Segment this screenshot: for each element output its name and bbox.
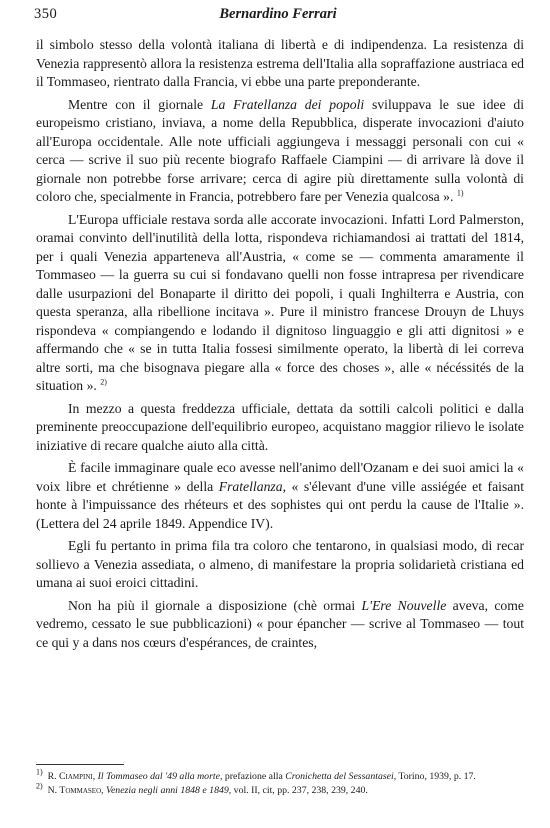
paragraph-5-text-a: È facile immaginare quale eco avesse nell'animo dell'Ozanam e dei suoi amici la « voix libre et chrétienne » della (36, 460, 524, 494)
paragraph-4 (36, 400, 524, 456)
footnote-2-author: N. Tommaseo, (47, 784, 104, 796)
paragraph-2 (36, 96, 524, 207)
paragraph-1 (36, 36, 524, 92)
footnote-1-author: R. Ciampini, (47, 771, 96, 782)
running-head: Bernardino Ferrari (219, 6, 337, 22)
footnote-1-mid: prefazione alla (222, 771, 286, 782)
footnote-2-title: Venezia negli anni 1848 e 1849, (106, 784, 232, 796)
fratellanza-title: Fratellanza (218, 478, 283, 494)
paragraph-7 (36, 597, 524, 653)
paragraph-6 (36, 537, 524, 593)
ere-nouvelle-title: L'Ere Nouvelle (361, 597, 447, 613)
footnote-rule (36, 764, 124, 765)
footnote-1-mark: 1) (36, 767, 43, 777)
paragraph-3 (36, 211, 524, 396)
paragraph-5-text-b: , « s'élevant d'une ville assiégée et faisant honte à l'impuissance des rhéteurs et des sophistes qui ont perdu la cause de l'Italie ». (Lettera del 24 aprile 1849. Appendice IV). (36, 478, 525, 531)
paragraph-6-text: Egli fu pertanto in prima fila tra coloro che tentarono, in qualsiasi modo, di recar sollievo a Venezia assediata, o almeno, di manifestare la propria solidarietà cristiana ed umana ai suoi eroici cittadini. (36, 538, 524, 590)
body-text (36, 36, 524, 652)
paragraph-5 (36, 459, 524, 533)
footnote-1-title: Il Tommaseo dal '49 alla morte, (97, 771, 223, 782)
footnote-2-mark: 2) (36, 781, 43, 791)
footnote-2-end: vol. II, cit, pp. 237, 238, 239, 240. (231, 784, 368, 796)
footnote-ref-1: 1) (456, 188, 464, 198)
newspaper-title: La Fratellanza dei popoli (210, 96, 365, 112)
paragraph-7-text-b: aveva, come vedremo, cessato le sue pubblicazioni) « pour épancher — scrive al Tommaseo — tout ce qui y a dans nos cœurs d'espérances, de craintes, (36, 597, 524, 650)
paragraph-3-text: L'Europa ufficiale restava sorda alle accorate invocazioni. Infatti Lord Palmerston, oramai convinto dell'inutilità della lotta, rispondeva richiamandosi ai trattati del 1814, per i quali Venezia apparteneva all'Austria, « come se — commenta amaramente il Tommaseo — la guerra su cui si fondavano quelli non fosse intrapresa per rivendicare dalle usurpazioni del Bonaparte il diritto dei popoli, i quali Inghilterra e Austria, con questa speranza, alla ribellione incitava ». Pure il ministro francese Drouyn de Lhuys rispondeva « compiangendo e lodando il dignitoso linguaggio e gli atti dignitosi » e affermando che « se in tutta Italia fossesi similmente operato, la libertà di lei correva altre sorti, ma che bisognava piegare alla « force des choses », alle « nécéssités de la situation ». (36, 211, 524, 393)
footnote-1 (36, 767, 524, 784)
footnote-1-end: Torino, 1939, p. 17. (396, 771, 476, 782)
paragraph-4-text: In mezzo a questa freddezza ufficiale, dettata da sottili calcoli politici e dalla preminente preoccupazione dell'equilibrio europeo, acquistano maggior rilievo le isolate iniziative di recare qualche aiuto alla città. (36, 400, 524, 453)
paragraph-7-text-a: Non ha più il giornale a disposizione (chè ormai (68, 597, 362, 613)
footnote-ref-2: 2) (100, 377, 107, 387)
footnotes (36, 767, 524, 797)
paragraph-2-text-a: Mentre con il giornale (68, 96, 211, 112)
paragraph-2-text-b: sviluppava le sue idee di europeismo cristiano, inviava, a nome della Repubblica, disperate invocazioni d'aiuto all'Europa occidentale. Alle note ufficiali aggiungeva i messaggi personali con cui « cerca — scrive il suo più recente biografo Raffaele Ciampini — di arrivare là dove il giornale non potrebbe forse arrivare; cerca di agire più direttamente sulla volontà di coloro che, specialmente in Francia, potrebbero fare per Venezia qualcosa ». (36, 96, 524, 204)
footnote-1-title2: Cronichetta del Sessantasei, (285, 771, 397, 782)
page-header (34, 6, 522, 28)
paragraph-1-text: il simbolo stesso della volontà italiana di libertà e di indipendenza. La resistenza di Venezia rappresentò allora la resistenza estrema dell'Italia alla sopraffazione austriaca ed il Tommaseo, rientrato dalla Francia, vi ebbe una parte preponderante. (36, 37, 524, 89)
page-number: 350 (34, 6, 58, 22)
footnote-2 (36, 781, 524, 798)
